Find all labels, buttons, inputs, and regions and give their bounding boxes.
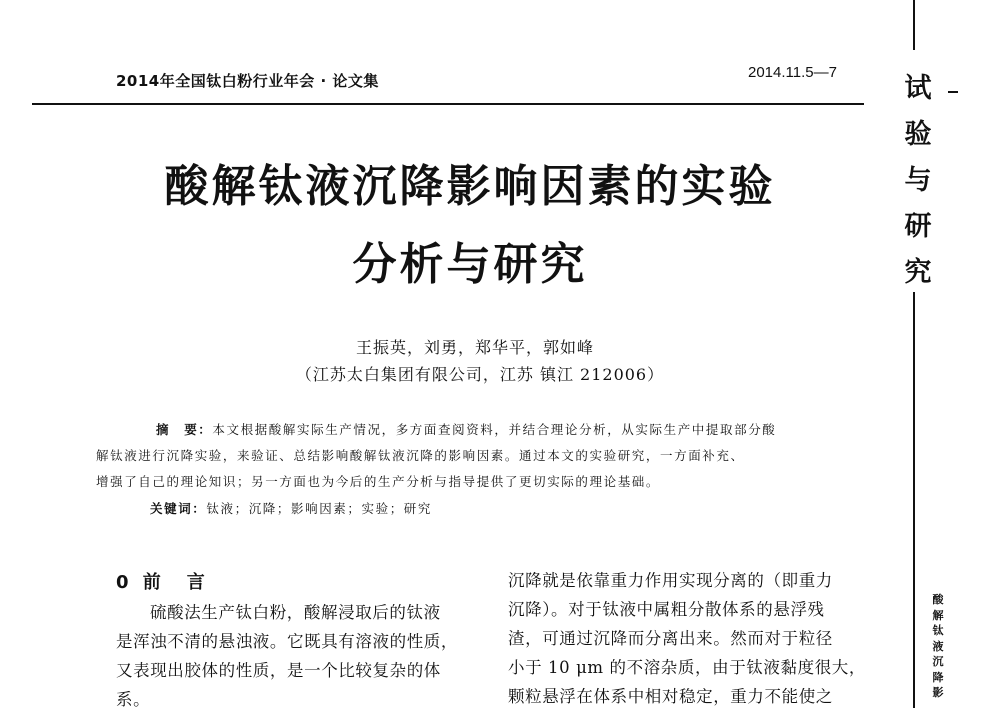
- authors: 王振英，刘勇，郑华平，郭如峰: [355, 338, 594, 357]
- header-rule: [32, 103, 864, 105]
- side-small-char: 钛: [932, 624, 944, 637]
- side-column-article-title: [926, 592, 950, 701]
- side-small-char: 液: [932, 639, 944, 653]
- section-heading: 0 前 言: [116, 572, 209, 593]
- body-line: 硫酸法生产钛白粉，酸解浸取后的钛液: [150, 603, 441, 622]
- body-line: 系。: [116, 690, 151, 709]
- keywords-text: 钛液；沉降；影响因素；实验；研究: [206, 501, 433, 516]
- side-title-char: 验: [904, 119, 932, 150]
- side-rule-top: [913, 0, 915, 50]
- running-header-left: 2014年全国钛白粉行业年会 · 论文集: [116, 72, 379, 90]
- body-column-right: [508, 566, 868, 711]
- side-small-char: 解: [932, 608, 944, 622]
- side-small-char: 降: [932, 670, 944, 684]
- abstract-label: 摘 要：: [156, 422, 213, 437]
- side-title-char: 试: [904, 73, 932, 104]
- keywords-label: 关键词：: [150, 501, 207, 516]
- body-line: 沉降就是依靠重力作用实现分离的（即重力: [508, 571, 833, 590]
- abstract-line-3: 增强了自己的理论知识；另一方面也为今后的生产分析与指导提供了更切实际的理论基础。: [96, 474, 661, 489]
- body-line: 沉降）。对于钛液中属粗分散体系的悬浮残: [508, 600, 825, 619]
- side-title-char: 究: [904, 257, 932, 288]
- body-line: 渣，可通过沉降而分离出来。然而对于粒径: [508, 629, 833, 648]
- body-line: 小于 10 μm 的不溶杂质，由于钛液黏度很大，: [508, 658, 866, 677]
- running-header-date: 2014.11.5—7: [748, 64, 837, 81]
- abstract-line-2: 解钛液进行沉降实验，来验证、总结影响酸解钛液沉降的影响因素。通过本文的实验研究，一方面补充、: [96, 448, 745, 463]
- side-small-char: 影: [932, 686, 944, 699]
- abstract-text: 本文根据酸解实际生产情况，多方面查阅资料，并结合理论分析，从实际生产中提取部分酸: [212, 422, 777, 437]
- keywords: [150, 496, 432, 522]
- paper-title-line-2: 分析与研究: [352, 239, 588, 290]
- side-title-char: 与: [904, 165, 932, 196]
- side-small-char: 沉: [932, 655, 944, 668]
- side-rule: [913, 292, 915, 708]
- body-line: 又表现出胶体的性质，是一个比较复杂的体: [116, 661, 441, 680]
- abstract-line-1: [96, 417, 916, 443]
- paper-title-line-1: 酸解钛液沉降影响因素的实验: [164, 161, 776, 212]
- body-line: 是浑浊不清的悬浊液。它既具有溶液的性质，: [116, 632, 458, 651]
- side-title-char: 研: [904, 211, 932, 242]
- body-line: 颗粒悬浮在体系中相对稳定，重力不能使之: [508, 687, 833, 706]
- side-small-char: 酸: [932, 593, 944, 606]
- side-dash: [948, 91, 958, 93]
- side-column-title: [896, 66, 940, 296]
- affiliation: （江苏太白集团有限公司，江苏 镇江 212006）: [295, 365, 665, 384]
- body-column-left: [116, 598, 476, 714]
